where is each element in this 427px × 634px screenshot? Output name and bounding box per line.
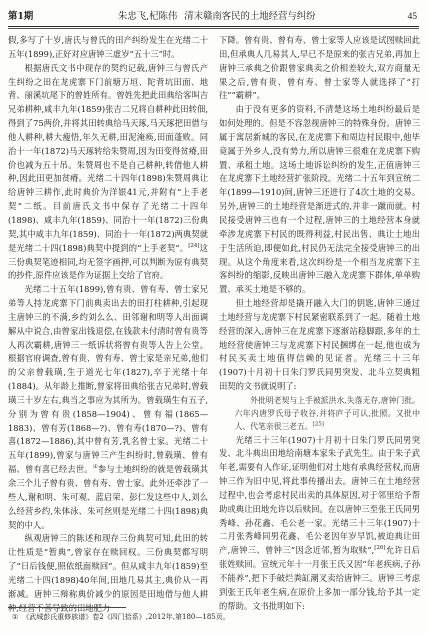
- footnote-marker: ①: [12, 613, 19, 621]
- paragraph-text: 但土地经营却是撬开融入大门的钥匙,唐钟三通过土地经营与龙虎寨下村民紧密联系到了一起。随着土地经营的深入,唐钟三在龙虎寨下逐渐站稳脚跟,多年的土地经营使唐钟三与龙虎寨下村民捆绑在一起,他也成为村民买卖土地值得信赖的见证者。光绪三十三年(1907)十月初十日朱门罗氏同男突发、北斗立契典粗田契的文书就说明了:: [219, 298, 420, 392]
- block-quote: [219, 394, 420, 434]
- footnote-rule: [8, 607, 126, 608]
- left-column: [8, 34, 208, 613]
- issue-number: 第1期: [8, 11, 34, 22]
- paragraph: [219, 434, 420, 614]
- footnote: [12, 612, 417, 622]
- citation-ref: [24]: [188, 242, 200, 249]
- paragraph: [219, 297, 420, 394]
- paragraph-text: 由于没有更多的资料,不清楚这场土地纠纷最后是如何处理的。但是不容忽视唐钟三的特殊身份。唐钟三属于寓居新城的客民,在龙虎寨下和周边村民眼中,他毕竟属于外乡人,没有势力,所以唐钟三很难在龙虎寨下购置、承租土地。这场土地诉讼纠纷的发生,正值唐钟三在龙虎寨下土地经营扩张阶段。光绪二十五年到宣统二年(1899—1910)间,唐钟三还进行了4次土地的交易。另外,唐钟三的土地经营是渐进式的,并非一蹴而就。村民接受唐钟三也有一个过程,唐钟三的土地经营本身就牵涉龙虎寨下村民的既得利益,村民出售、典让土地出于生活所迫,即便如此,村民仍无法完全接受唐钟三的出现。从这个角度来看,这次纠纷是一个相当龙虎寨下主客纠纷的缩影,反映出唐钟三融入龙虎寨下群体,单单购置、承买土地是不够的。: [219, 104, 420, 295]
- paragraph: [8, 34, 208, 62]
- right-column: [219, 34, 420, 611]
- paragraph-text: 假,多写了十岁,唐氏与曾氏的田产纠纷发生在光绪二十五年(1899),正好对应唐钟三虚岁“五十三”时。: [8, 35, 208, 59]
- footnote-ref: ①: [92, 464, 98, 471]
- citation-ref: [25]: [312, 421, 324, 428]
- paragraph: [8, 62, 208, 284]
- running-header: [8, 9, 419, 27]
- paragraph-text: 参与土地纠纷的就是曾载璜其余三个儿子曾有贵、曾有寿、曾士家。此外还牵涉了一些人,谢和明、朱可观、蓝启荣、彭仁发这些中人,刘么么经营乡约,朱体泳、朱可丝则是光绪二十四(1898)典契的中人。: [8, 464, 208, 530]
- authors: 朱忠飞,杞陈伟: [118, 11, 178, 22]
- article-title: 清末赣南客民的土地经营与纠纷: [184, 11, 316, 22]
- paragraph-text: 下降。曾有贵、曾有寿、曾士家等人应该是试图赎回此田,但承典人几易其人,早已不是原来的张吉兄弟,再加上唐钟三承典之价跟曾家典卖之价相差较大,双方商量无果之后,曾有贵、曾有寿、曾士家等人就选择了“打往”“霸耕”。: [219, 35, 420, 101]
- paragraph: [219, 103, 420, 297]
- paragraph-text: 根据唐氏文书中现存的契约记载,唐钟三与曾氏产生纠纷之田在龙虎寨下门前塘万垣、陀背坑田面、地背、丽溪坑尾下的曾姓所有。曾姓先把此田典给客叫吉兄弟耕种,咸丰九年(1859)张吉二兄将自耕种此田转佃,得到了75两价,并将其田转典给马天琢,马天琢把田借与他人耕种,耕大瘦悟,年久无耕,田泥淹痪,田面蓬败。同治十一年(1872)马天琢转给朱赞周,因为田变得贫瘠,田价也减为五十吊。朱赞周也不是自己耕种,转借他人耕种,因此田更加贫瘠。光绪二十四年(1898)朱赞周典让给唐钟三耕作,此时典价为洋银41元,并附有“上手老契”二纸。目前唐氏文书中保存了光绪二十四年(1898)、咸丰九年(1859)、同治十一年(1872)三份典契,其中咸丰九年(1859)、同治十一年(1872)两典契就是光绪二十四(1898)典契中提到的“上手老契”。: [8, 62, 208, 253]
- paragraph: [8, 283, 208, 532]
- quote-text: 外批明老契与上手被派洪水,失落无存,唐钟门批。六年内唐罗氏母子收谷,并将庐子可认,批照。又批中人、代笔亲很三老五。: [234, 395, 420, 432]
- paragraph-text: 纵观唐钟三的陈述和现存三份典契可知,此田的转让性质是“暂典”,曾家存在赎回权。三份典契都写明了“日后钱便,照依纸面赎回”。但从咸丰九年(1859)至光绪二十四(1898)40年间,田地几易其主,典价从一再渐减。唐钟三辩称典价减少的原因是田地借与他人耕种,经营不善导致的田地肥力: [8, 533, 208, 613]
- paragraph-text: 允许日后张姓赎回。宣统元年十一月张王氏又因“年老疾病,子孙不能养”,把下手破烂粪缸潮叉卖给唐钟三。唐钟三考虑到张王氏年老生病,在原价上多加一部分钱,给予其一定的帮助。文书批明如下:: [219, 545, 420, 611]
- citation-ref: [26]: [374, 545, 386, 552]
- paragraph-text: 这三份典契笔迹相同,均无签字画押,可以判断为原有典契的抄件,原件应该是作为证据上交给了官府。: [8, 242, 208, 281]
- paragraph-text: 光绪二十五年(1899),曾有贵、曾有寿、曾士家兄弟等人持龙虎寨下门前典卖出去的田打柱耕种,引起现主唐钟三的不满,乡约刘么么、田邻谢和明等人出面调解从中说合,由曾家出钱退偿,在钱款未付清时曾有贵等人再次霸耕,唐钟三一纸诉状将曾有贵等人告上公堂。根据官府调查,曾有贵、曾有寿、曾士家是亲兄弟,他们的父亲曾载璜,生于道光七年(1827),卒于光绪十年(1884)。从年龄上推断,曾家将田典给张吉兄弟时,曾载璜三十岁左右,典当之事应为其所为。曾载璜生有五子,分别为曾有贵(1858—1904)、曾有福(1865—1883)、曾有芳(1868—?)、曾有寿(1870—?)、曾有喜(1872—1886),其中曾有芳,乳名曾士家。光绪二十五年(1899),曾家与唐钟三产生纠纷时,曾载璜、曾有福、曾有喜已经去世。: [8, 284, 208, 475]
- page-number: 45: [407, 12, 417, 22]
- footnote-text: 《武城彭氏重修族谱》卷2《四门拾系》,2012年,第180—185页。: [22, 613, 230, 621]
- running-title: [118, 10, 316, 24]
- paragraph: [219, 34, 420, 103]
- paragraph-text: 光绪三十三年(1907)十月初十日朱门罗氏同男突发、北斗典出田地给南塘本家朱子武先生。由于朱子武年老,需要有人作证,证明他们对土地有承典经营权,而唐钟三作为旧中见,将此事传播出去。唐钟三在土地经营过程中,也会考虑村民出卖的具体原因,对于邻里给予帮助或典让田地允许以后赎回。在以唐钟三至张王氏同男秀峰、孙花鑫、毛公老一家。光绪三十三年(1907)十二月张秀峰同男花鑫、毛公老因年岁早饥,被迫典让田产,唐钟三、曾钟三“因念近邻,暂为取赎”,: [219, 434, 420, 556]
- paragraph: [8, 532, 208, 615]
